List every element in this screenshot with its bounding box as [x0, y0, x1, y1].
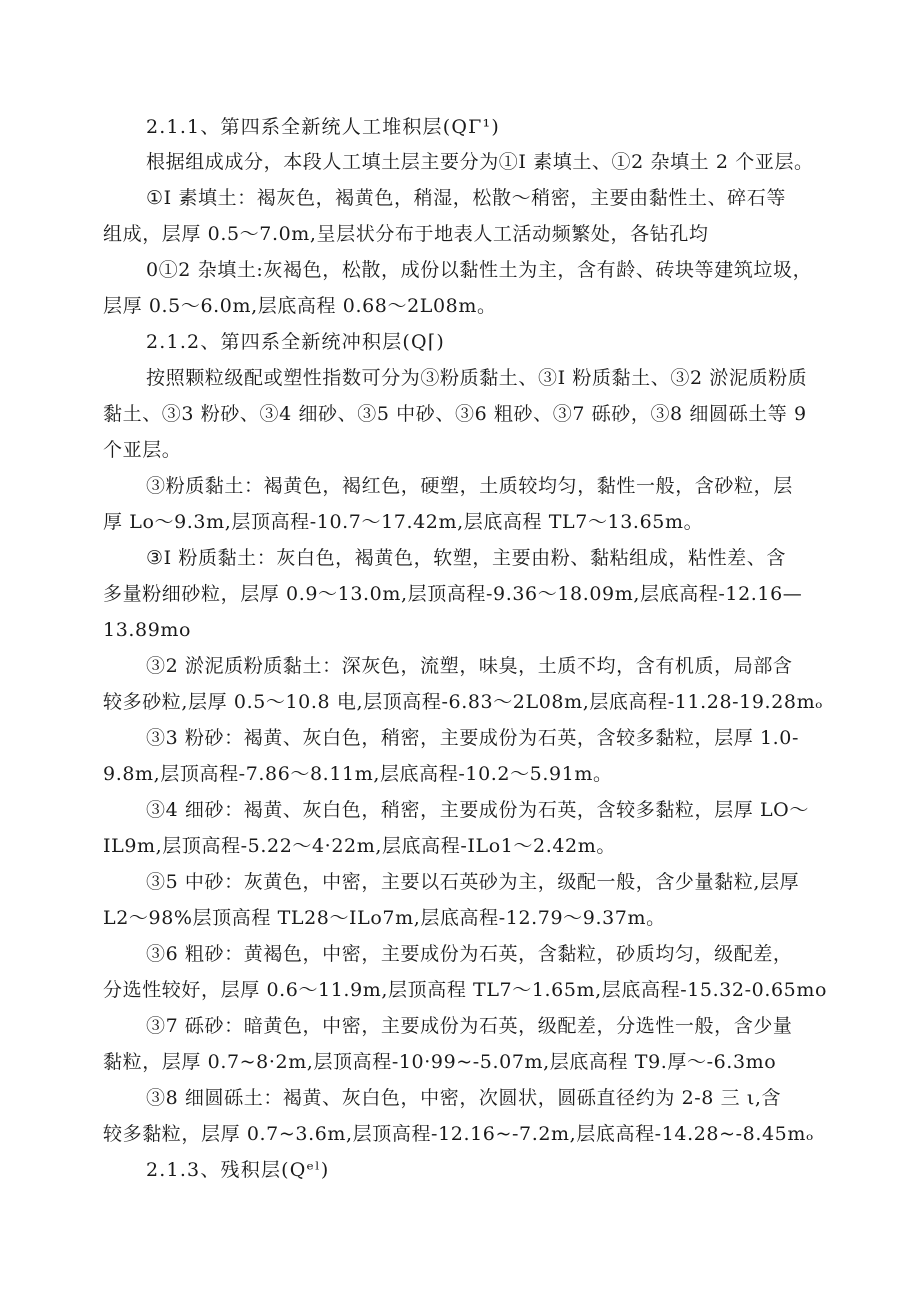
- paragraph-line: 组成，层厚 0.5～7.0m,呈层状分布于地表人工活动频繁处，各钻孔均: [103, 223, 709, 245]
- paragraph-line: ③粉质黏土：褐黄色，褐红色，硬塑，土质较均匀，黏性一般，含砂粒，层: [146, 475, 793, 497]
- paragraph-line: 多量粉细砂粒，层厚 0.9～13.0m,层顶高程-9.36～18.09m,层底高程-12.16—: [103, 583, 803, 605]
- paragraph-line: 按照颗粒级配或塑性指数可分为③粉质黏土、③I 粉质黏土、③2 淤泥质粉质: [146, 367, 808, 389]
- paragraph-line: L2～98%层顶高程 TL28～ILo7m,层底高程-12.79～9.37m。: [103, 907, 666, 929]
- paragraph-line: ③5 中砂：灰黄色，中密，主要以石英砂为主，级配一般，含少量黏粒,层厚: [146, 871, 800, 893]
- paragraph-line: ③3 粉砂：褐黄、灰白色，稍密，主要成份为石英，含较多黏粒，层厚 1.0-: [146, 727, 800, 749]
- paragraph-line: 分选性较好，层厚 0.6～11.9m,层顶高程 TL7～1.65m,层底高程-15.32-0.65mo: [103, 979, 827, 1001]
- paragraph-line: 黏粒，层厚 0.7~8·2m,层顶高程-10·99~-5.07m,层底高程 T9.厚～-6.3mo: [103, 1051, 777, 1073]
- paragraph-line: ③I 粉质黏土：灰白色，褐黄色，软塑，主要由粉、黏粘组成，粘性差、含: [146, 547, 786, 569]
- paragraph-line: 厚 Lo～9.3m,层顶高程-10.7～17.42m,层底高程 TL7～13.65m。: [103, 511, 704, 533]
- paragraph-line: ③6 粗砂：黄褐色，中密，主要成份为石英，含黏粒，砂质均匀，级配差，: [146, 943, 793, 965]
- paragraph-line: ③2 淤泥质粉质黏土：深灰色，流塑，味臭，土质不均，含有机质，局部含: [146, 655, 793, 677]
- paragraph-line: 个亚层。: [103, 439, 182, 461]
- paragraph-line: ③8 细圆砾土：褐黄、灰白色，中密，次圆状，圆砾直径约为 2-8 三 ι,含: [146, 1087, 782, 1109]
- paragraph-line: ①I 素填土：褐灰色，褐黄色，稍湿，松散～稍密，主要由黏性土、碎石等: [146, 187, 786, 209]
- paragraph-line: IL9m,层顶高程-5.22～4·22m,层底高程-ILo1～2.42m。: [103, 835, 616, 857]
- section-heading-2-1-3: 2.1.3、残积层(Qᵉˡ): [146, 1159, 330, 1181]
- paragraph-line: ③4 细砂：褐黄、灰白色，稍密，主要成份为石英，含较多黏粒，层厚 LO～: [146, 799, 809, 821]
- section-heading-2-1-1: 2.1.1、第四系全新统人工堆积层(QΓ¹): [146, 116, 500, 138]
- paragraph-line: 0①2 杂填土:灰褐色，松散，成份以黏性土为主，含有龄、砖块等建筑垃圾，: [146, 259, 813, 281]
- paragraph-line: 层厚 0.5～6.0m,层底高程 0.68～2L08m。: [103, 295, 497, 317]
- paragraph-line: 黏土、③3 粉砂、③4 细砂、③5 中砂、③6 粗砂、③7 砾砂，③8 细圆砾土等 9: [103, 403, 807, 425]
- paragraph-line: 13.89mo: [103, 619, 192, 641]
- paragraph-line: 根据组成成分，本段人工填土层主要分为①I 素填土、①2 杂填土 2 个亚层。: [146, 151, 814, 173]
- paragraph-line: 较多砂粒,层厚 0.5～10.8 电,层顶高程-6.83～2L08m,层底高程-11.28-19.28mₒ: [103, 691, 824, 713]
- section-heading-2-1-2: 2.1.2、第四系全新统冲积层(Q⌈): [146, 331, 445, 353]
- paragraph-line: 9.8m,层顶高程-7.86～8.11m,层底高程-10.2～5.91m。: [103, 763, 613, 785]
- paragraph-line: ③7 砾砂：暗黄色，中密，主要成份为石英，级配差，分选性一般，含少量: [146, 1015, 793, 1037]
- paragraph-line: 较多黏粒，层厚 0.7~3.6m,层顶高程-12.16~-7.2m,层底高程-14.28~-8.45mₒ: [103, 1123, 814, 1145]
